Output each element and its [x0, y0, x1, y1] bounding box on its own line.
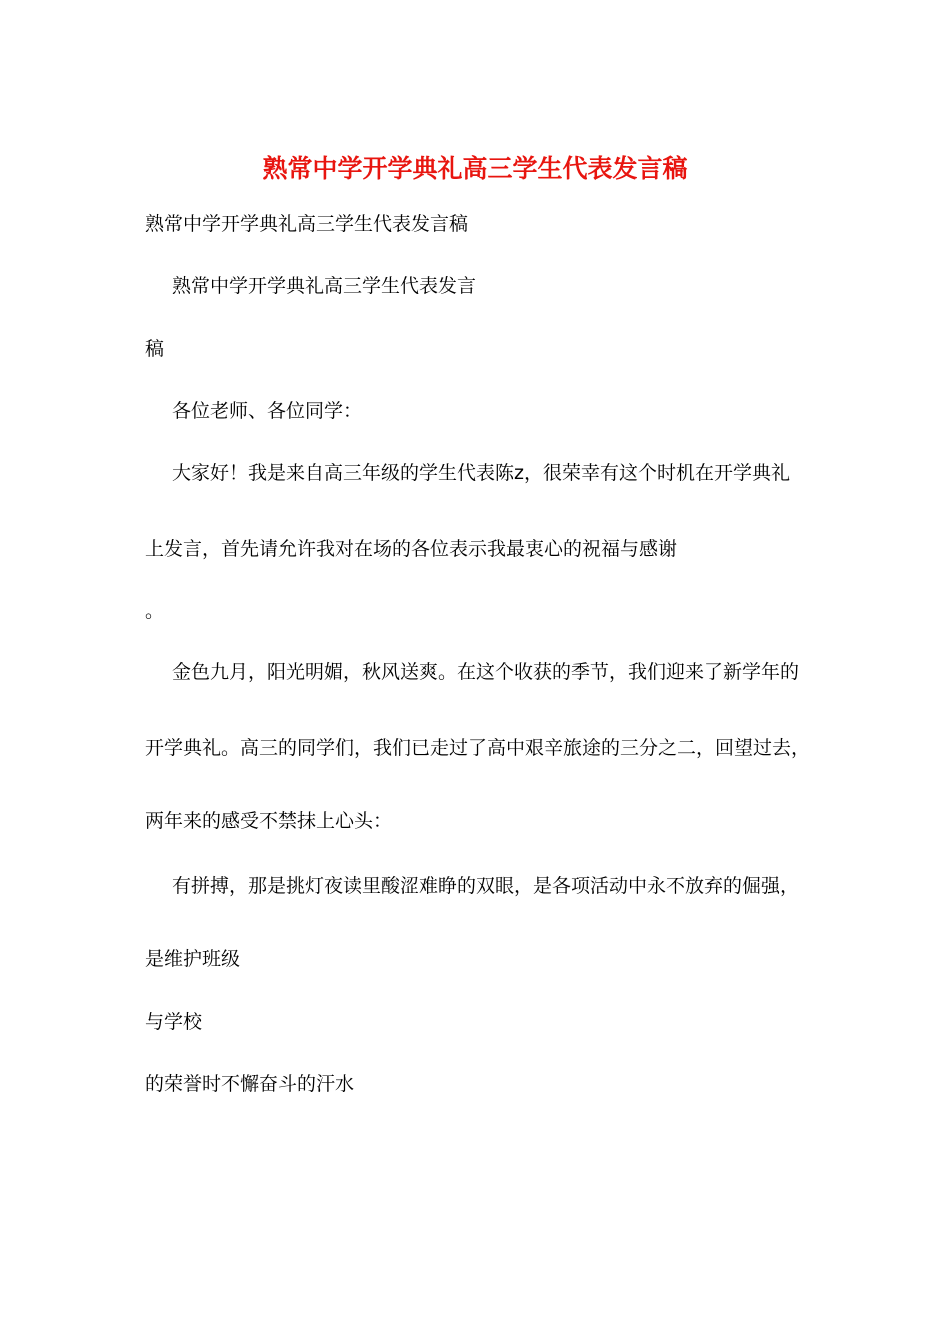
text-line: 与学校 — [145, 1011, 203, 1033]
text-line: 稿 — [145, 338, 165, 360]
text-line: 。 — [145, 600, 165, 622]
text-line: 金色九月，阳光明媚，秋风送爽。在这个收获的季节，我们迎来了新学年的 — [172, 661, 800, 683]
text-line: 开学典礼。高三的同学们，我们已走过了高中艰辛旅途的三分之二，回望过去， — [145, 737, 811, 759]
text-line: 各位老师、各位同学： — [172, 400, 363, 422]
text-line: 的荣誉时不懈奋斗的汗水 — [145, 1073, 355, 1095]
text-line: 是维护班级 — [145, 948, 241, 970]
text-line: 有拼搏，那是挑灯夜读里酸涩难睁的双眼，是各项活动中永不放弃的倔强， — [172, 875, 800, 897]
text-line: 熟常中学开学典礼高三学生代表发言稿 — [145, 213, 469, 235]
text-line: 两年来的感受不禁抹上心头： — [145, 810, 393, 832]
text-line: 上发言，首先请允许我对在场的各位表示我最衷心的祝福与感谢 — [145, 538, 678, 560]
text-line: 大家好！我是来自高三年级的学生代表陈z，很荣幸有这个时机在开学典礼 — [172, 462, 790, 484]
document-title: 熟常中学开学典礼高三学生代表发言稿 — [262, 154, 688, 183]
text-line: 熟常中学开学典礼高三学生代表发言 — [172, 275, 477, 297]
